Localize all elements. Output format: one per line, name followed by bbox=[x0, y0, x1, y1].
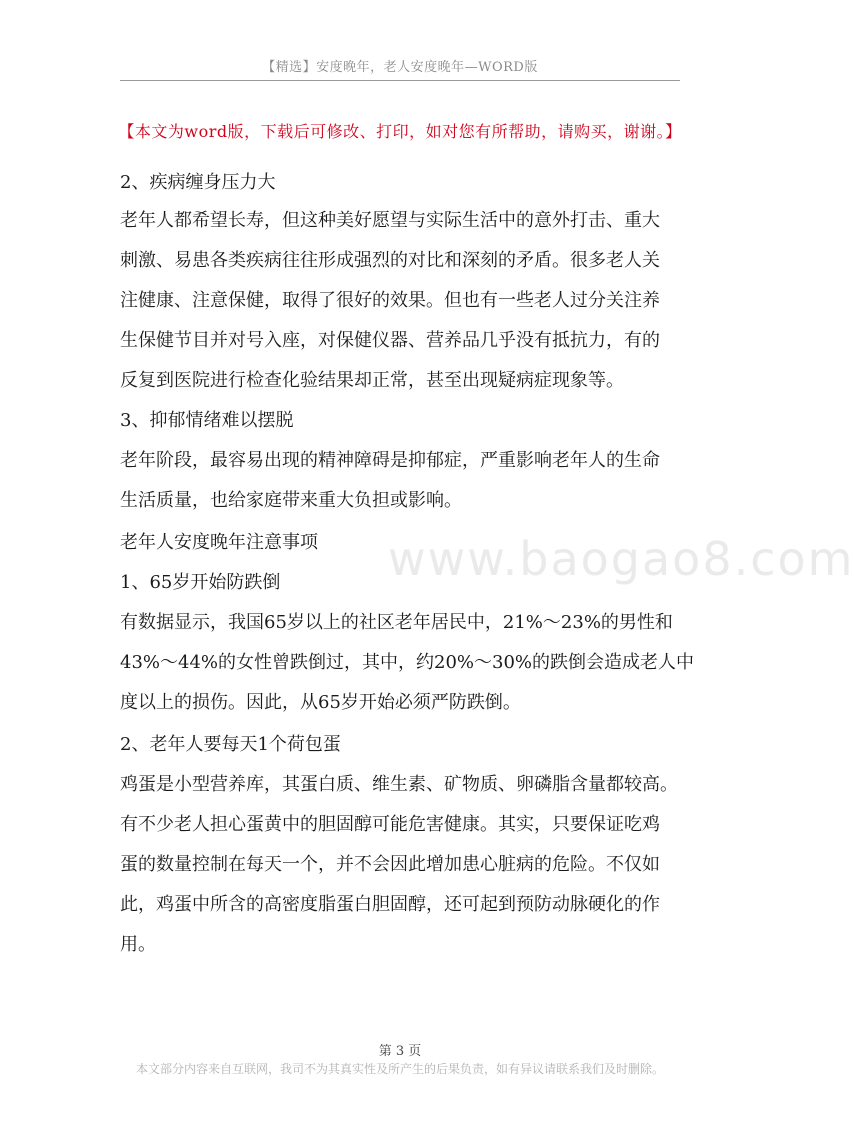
paragraph-line: 鸡蛋是小型营养库，其蛋白质、维生素、矿物质、卵磷脂含量都较高。 bbox=[120, 774, 678, 795]
download-notice: 【本文为word版，下载后可修改、打印，如对您有所帮助，请购买，谢谢。】 bbox=[118, 122, 682, 141]
paragraph-line: 有不少老人担心蛋黄中的胆固醇可能危害健康。其实，只要保证吃鸡 bbox=[120, 814, 660, 835]
paragraph-line: 43%～44%的女性曾跌倒过，其中，约20%～30%的跌倒会造成老人中 bbox=[120, 652, 695, 673]
paragraph-line: 用。 bbox=[120, 934, 156, 955]
heading-depression: 3、抑郁情绪难以摆脱 bbox=[120, 410, 294, 431]
paragraph-line: 反复到医院进行检查化验结果却正常，甚至出现疑病症现象等。 bbox=[120, 370, 624, 391]
paragraph-line: 老年阶段，最容易出现的精神障碍是抑郁症，严重影响老年人的生命 bbox=[120, 450, 660, 471]
running-header: 【精选】安度晚年，老人安度晚年—WORD版 bbox=[262, 60, 538, 75]
heading-illness-pressure: 2、疾病缠身压力大 bbox=[120, 172, 276, 193]
paragraph-line: 有数据显示，我国65岁以上的社区老年居民中，21%～23%的男性和 bbox=[120, 612, 673, 633]
paragraph-line: 刺激、易患各类疾病往往形成强烈的对比和深刻的矛盾。很多老人关 bbox=[120, 250, 660, 271]
paragraph-line: 蛋的数量控制在每天一个，并不会因此增加患心脏病的危险。不仅如 bbox=[120, 854, 660, 875]
paragraph-line: 此，鸡蛋中所含的高密度脂蛋白胆固醇，还可起到预防动脉硬化的作 bbox=[120, 894, 660, 915]
page-number: 第 3 页 bbox=[378, 1044, 422, 1059]
heading-fall-prevention: 1、65岁开始防跌倒 bbox=[120, 572, 281, 593]
paragraph-line: 生活质量，也给家庭带来重大负担或影响。 bbox=[120, 490, 462, 511]
header-divider bbox=[120, 80, 680, 81]
footer-disclaimer: 本文部分内容来自互联网，我司不为其真实性及所产生的后果负责，如有异议请联系我们及时删除。 bbox=[135, 1062, 664, 1076]
paragraph-line: 生保健节目并对号入座，对保健仪器、营养品几乎没有抵抗力，有的 bbox=[120, 330, 660, 351]
heading-daily-egg: 2、老年人要每天1个荷包蛋 bbox=[120, 734, 341, 755]
section-heading-precautions: 老年人安度晚年注意事项 bbox=[120, 532, 318, 553]
paragraph-line: 老年人都希望长寿，但这种美好愿望与实际生活中的意外打击、重大 bbox=[120, 210, 660, 231]
paragraph-line: 注健康、注意保健，取得了很好的效果。但也有一些老人过分关注养 bbox=[120, 290, 660, 311]
paragraph-line: 度以上的损伤。因此，从65岁开始必须严防跌倒。 bbox=[120, 692, 521, 713]
watermark: www.baogao8.com bbox=[388, 532, 854, 586]
